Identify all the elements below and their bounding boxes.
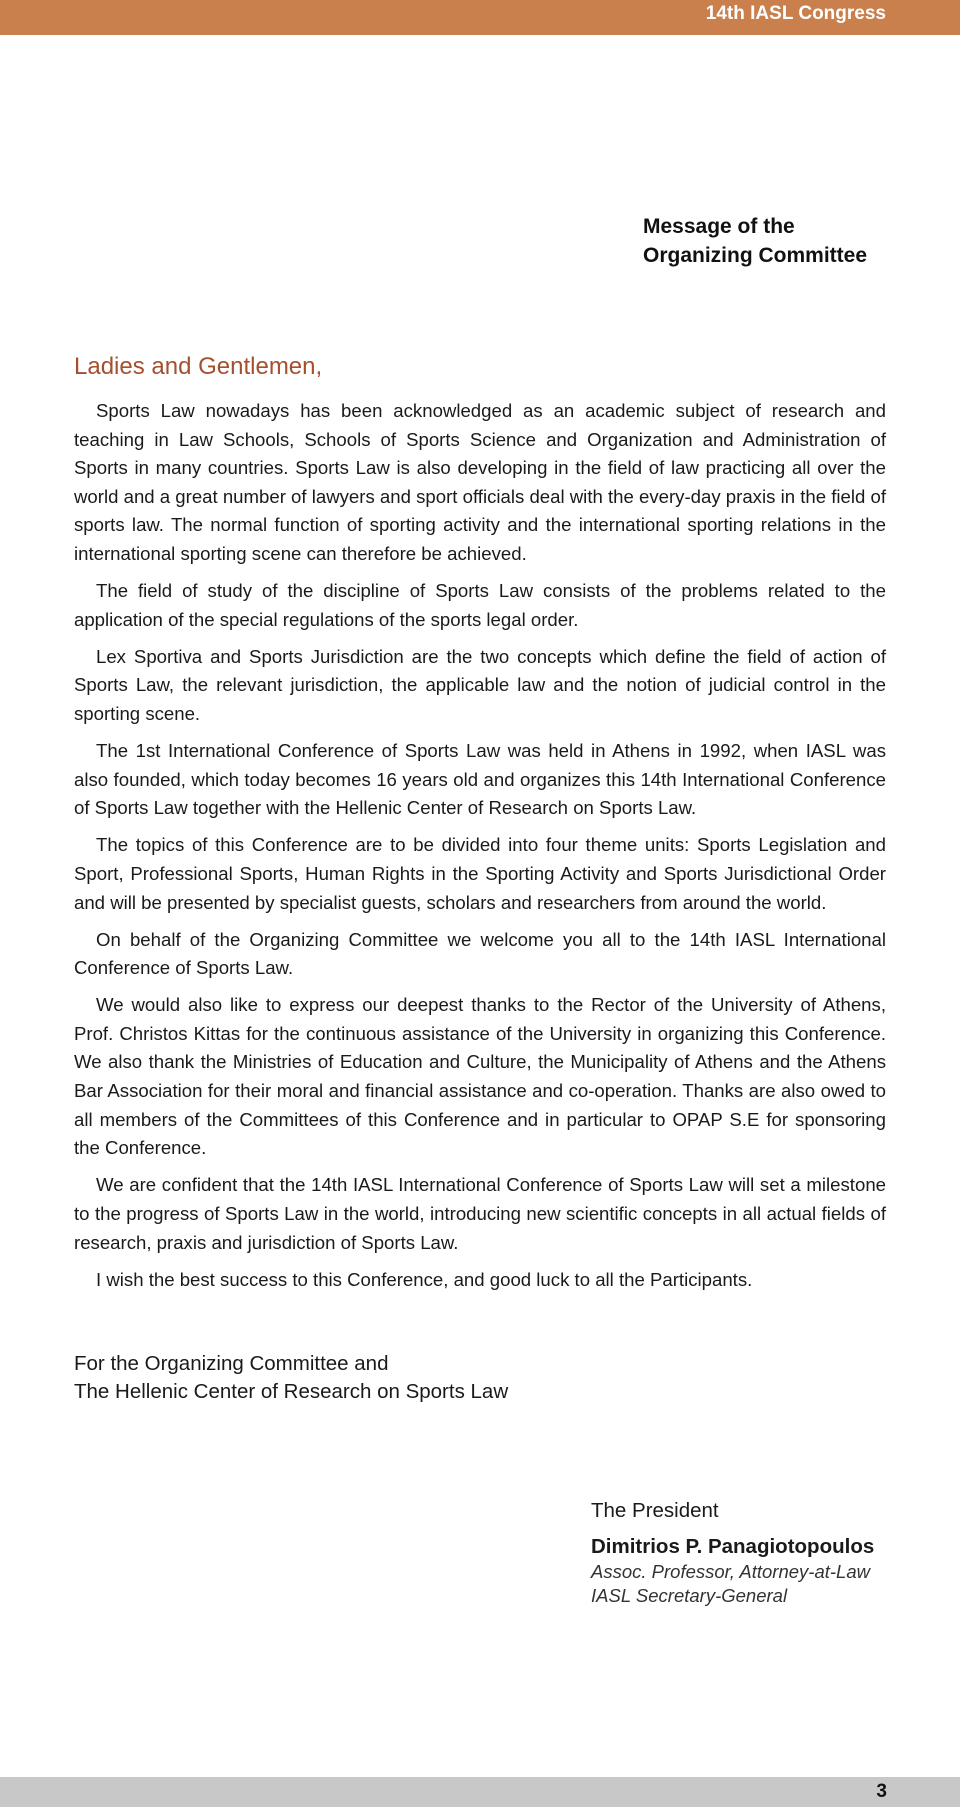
signoff (74, 1350, 508, 1406)
paragraph: I wish the best success to this Conference, and good luck to all the Participants. (96, 1268, 753, 1290)
salutation: Ladies and Gentlemen, (74, 353, 323, 380)
signoff-line-1: For the Organizing Committee and (74, 1352, 389, 1375)
paragraph: The 1st International Conference of Sports Law was held in Athens in 1992, when IASL was also founded, which today becomes 16 years old and organizes this 14th International Conference of Sports Law together with the Hellenic Center of Research on Sports Law. (74, 740, 886, 819)
paragraph: Sports Law nowadays has been acknowledged as an academic subject of research and teaching in Law Schools, Schools of Sports Science and Organization and Administration of Sports in many countries. Sports Law is also developing in the field of law practicing all over the world and a great number of lawyers and sport officials deal with the every-day praxis in the field of sports law. The normal function of sporting activity and the international sporting relations in the international sporting scene can therefore be achieved. (74, 400, 887, 564)
paragraph: The topics of this Conference are to be divided into four theme units: Sports Legislation and Sport, Professional Sports, Human Rights in the Sporting Activity and Sports Jurisdictional Order and will be presented by specialist guests, scholars and researchers from around the world. (74, 834, 886, 913)
paragraph: On behalf of the Organizing Committee we welcome you all to the 14th IASL International Conference of Sports Law. (74, 928, 886, 979)
paragraph: The field of study of the discipline of Sports Law consists of the problems related to the application of the special regulations of the sports legal order. (74, 580, 886, 630)
footer-bar (0, 1777, 960, 1807)
page-heading (643, 212, 933, 270)
heading-line-1: Message of the (643, 215, 795, 238)
heading-line-2: Organizing Committee (643, 244, 868, 267)
signoff-line-2: The Hellenic Center of Research on Sports Law (74, 1380, 509, 1403)
signature-block (591, 1497, 921, 1608)
paragraph: Lex Sportiva and Sports Jurisdiction are the two concepts which define the field of action of Sports Law, the relevant jurisdiction, the applicable law and the notion of judicial control in the sporting scene. (74, 645, 886, 724)
signer-name: Dimitrios P. Panagiotopoulos (591, 1535, 875, 1558)
page-number: 3 (876, 1781, 887, 1802)
paragraph: We would also like to express our deepest thanks to the Rector of the University of Athens, Prof. Christos Kittas for the continuous assistance of the University in organizing this Conference. We also thank the Ministries of Education and Culture, the Municipality of Athens and the Athens Bar Association for their moral and financial assistance and co-operation. Thanks are also owed to all members of the Committees of this Conference and in particular to OPAP S.E for sponsoring the Conference. (74, 994, 886, 1159)
signer-position: IASL Secretary-General (591, 1585, 788, 1606)
message-body (74, 397, 886, 1303)
header-bar (0, 0, 960, 35)
signer-title: Assoc. Professor, Attorney-at-Law (591, 1561, 870, 1582)
paragraph: We are confident that the 14th IASL International Conference of Sports Law will set a milestone to the progress of Sports Law in the world, introducing new scientific concepts in all actual fields of research, praxis and jurisdiction of Sports Law. (74, 1174, 886, 1253)
congress-label: 14th IASL Congress (705, 3, 886, 24)
signer-role: The President (591, 1499, 719, 1522)
